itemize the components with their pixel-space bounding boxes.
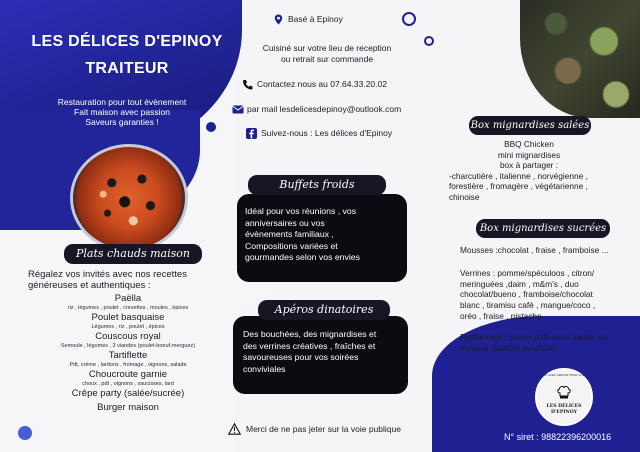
- box-sucrees-heading: Box mignardises sucrées: [476, 219, 610, 238]
- aperos-line: des verrines créatives , fraîches et: [243, 340, 376, 351]
- logo-name-line: LES DÉLICES: [546, 404, 582, 409]
- aperos-box: [233, 316, 408, 394]
- verrines-line: blanc , tiramisu café , mangue/coco ,: [460, 300, 596, 311]
- salees-line: BBQ Chicken: [504, 139, 554, 149]
- buffets-box: [237, 194, 407, 282]
- dish-list: [28, 293, 228, 413]
- logo-name: [537, 404, 591, 415]
- logo-name-line: D'EPINOY: [551, 409, 577, 415]
- dish-name: Tartiflette: [108, 350, 148, 361]
- profiteroles-block: [460, 332, 638, 354]
- dish-name: Couscous royal: [95, 331, 161, 342]
- dish-item: [28, 388, 228, 400]
- tagline-line: Restauration pour tout évènement: [57, 97, 187, 107]
- dish-name: Poulet basquaise: [91, 312, 165, 323]
- buffets-line: anniversaires ou vos: [245, 217, 325, 228]
- facebook-text: Suivez-nous : Les délices d'Epinoy: [261, 128, 393, 138]
- service-line: ou retrait sur commande: [280, 54, 374, 64]
- brand-tagline: [22, 97, 222, 127]
- email-text: par mail lesdelicesdepinoy@outlook.com: [247, 104, 402, 114]
- box-salees-list: [449, 139, 603, 203]
- location-text: Basé à Epinoy: [288, 14, 343, 24]
- profiteroles-line: Profiteroles : crème pâtissière vanille ou: [460, 331, 608, 342]
- salees-line: mini mignardises: [497, 149, 561, 160]
- phone-row: [242, 79, 387, 90]
- aperos-line: conviviales: [243, 363, 286, 374]
- dish-item: [28, 350, 228, 369]
- salees-line: box à partager :: [499, 160, 559, 171]
- verrines-line: oréo , fraise , pistache: [460, 310, 542, 321]
- location-pin-icon: [273, 14, 284, 25]
- decorative-circle: [424, 36, 434, 46]
- box-sucrees-list: [460, 245, 638, 361]
- profiteroles-line: mousse (parfum au choix): [460, 342, 556, 353]
- decorative-circle: [402, 12, 416, 26]
- salees-line: -charcutière , italienne , norvégienne ,: [449, 170, 588, 181]
- aperos-line: Des bouchées, des mignardises et: [243, 329, 377, 339]
- decorative-circle: [18, 426, 32, 440]
- intro-line: généreuses et authentiques :: [28, 280, 151, 291]
- box-salees-heading: Box mignardises salées: [469, 116, 591, 135]
- verrines-block: [460, 268, 638, 322]
- service-row: [252, 43, 402, 65]
- dish-name: Crêpe party (salée/sucrée): [71, 388, 185, 399]
- phone-text: Contactez nous au 07.64.33.20.02: [257, 79, 387, 89]
- buffets-line: Compositions variées et: [245, 240, 338, 251]
- salees-line: forestière , fromagère , végétarienne ,: [449, 181, 588, 192]
- plats-chauds-intro: [28, 269, 233, 291]
- verrines-line: chocolat/bueno , framboise/chocolat: [460, 289, 593, 300]
- verrines-line: meringuées ,daim , m&m's , duo: [460, 278, 579, 289]
- phone-icon: [242, 79, 253, 90]
- buffets-line: évènements familiaux ,: [245, 229, 334, 239]
- facebook-row: [246, 128, 392, 139]
- intro-line: Régalez vos invités avec nos recettes: [28, 269, 187, 280]
- warning-icon: [228, 423, 241, 435]
- buffets-heading: Buffets froids: [248, 175, 386, 195]
- buffets-line: Idéal pour vos réunions , vos: [245, 206, 357, 216]
- plats-chauds-heading: Plats chauds maison: [64, 244, 202, 264]
- paella-photo-detail: [86, 160, 172, 236]
- buffets-line: gourmandes selon vos envies: [245, 252, 360, 262]
- brand-title: LES DÉLICES D'EPINOY: [31, 33, 223, 50]
- dish-item: [28, 293, 228, 312]
- dish-description: choux , pdt , oignons , saucisses, lard: [82, 380, 174, 387]
- dish-item: [28, 312, 228, 331]
- location-row: [273, 14, 343, 25]
- recycling-notice: [228, 423, 401, 435]
- tagline-line: Fait maison avec passion: [74, 107, 170, 117]
- dish-description: Légumes , riz , poulet , épices: [91, 323, 165, 330]
- aperos-heading: Apéros dinatoires: [258, 300, 390, 320]
- dish-description: Semoule , légumes , 3 viandes (poulet-boeuf-merguez): [60, 342, 196, 349]
- aperos-line: savoureuses pour vos soirées: [243, 352, 359, 362]
- service-line: Cuisiné sur votre lieu de reception: [262, 43, 392, 53]
- logo-ring-text: FAIT AVEC AMOUR POUR VOUS: [541, 373, 587, 377]
- chef-hat-icon: [556, 384, 572, 400]
- brand-logo: [535, 368, 593, 426]
- brand-subtitle: TRAITEUR: [85, 60, 169, 77]
- dish-item: [28, 331, 228, 350]
- dish-item: [28, 369, 228, 388]
- verrines-photo: [520, 0, 640, 118]
- dish-name: Choucroute garnie: [88, 369, 168, 380]
- salees-line: chinoise: [449, 191, 480, 202]
- dish-name: Paëlla: [114, 293, 142, 304]
- mousses-line: Mousses :chocolat , fraise , framboise ...: [460, 245, 609, 255]
- verrines-line: Verrines : pomme/spéculoos , citron/: [460, 267, 595, 278]
- notice-text: Merci de ne pas jeter sur la voie publique: [246, 424, 401, 434]
- siret-number: N° siret : 98822396200016: [504, 432, 612, 442]
- email-icon: [232, 104, 243, 115]
- email-row: [232, 104, 401, 115]
- facebook-icon: [246, 128, 257, 139]
- dish-name: Burger maison: [97, 401, 159, 413]
- dish-description: riz , légumes , poulet , crevettes , moules , épices: [67, 304, 189, 311]
- dish-item: [28, 402, 228, 414]
- tagline-line: Saveurs garanties !: [85, 117, 159, 127]
- dish-description: Pdt, crème , lardons , fromage , oignons, salade: [69, 361, 187, 368]
